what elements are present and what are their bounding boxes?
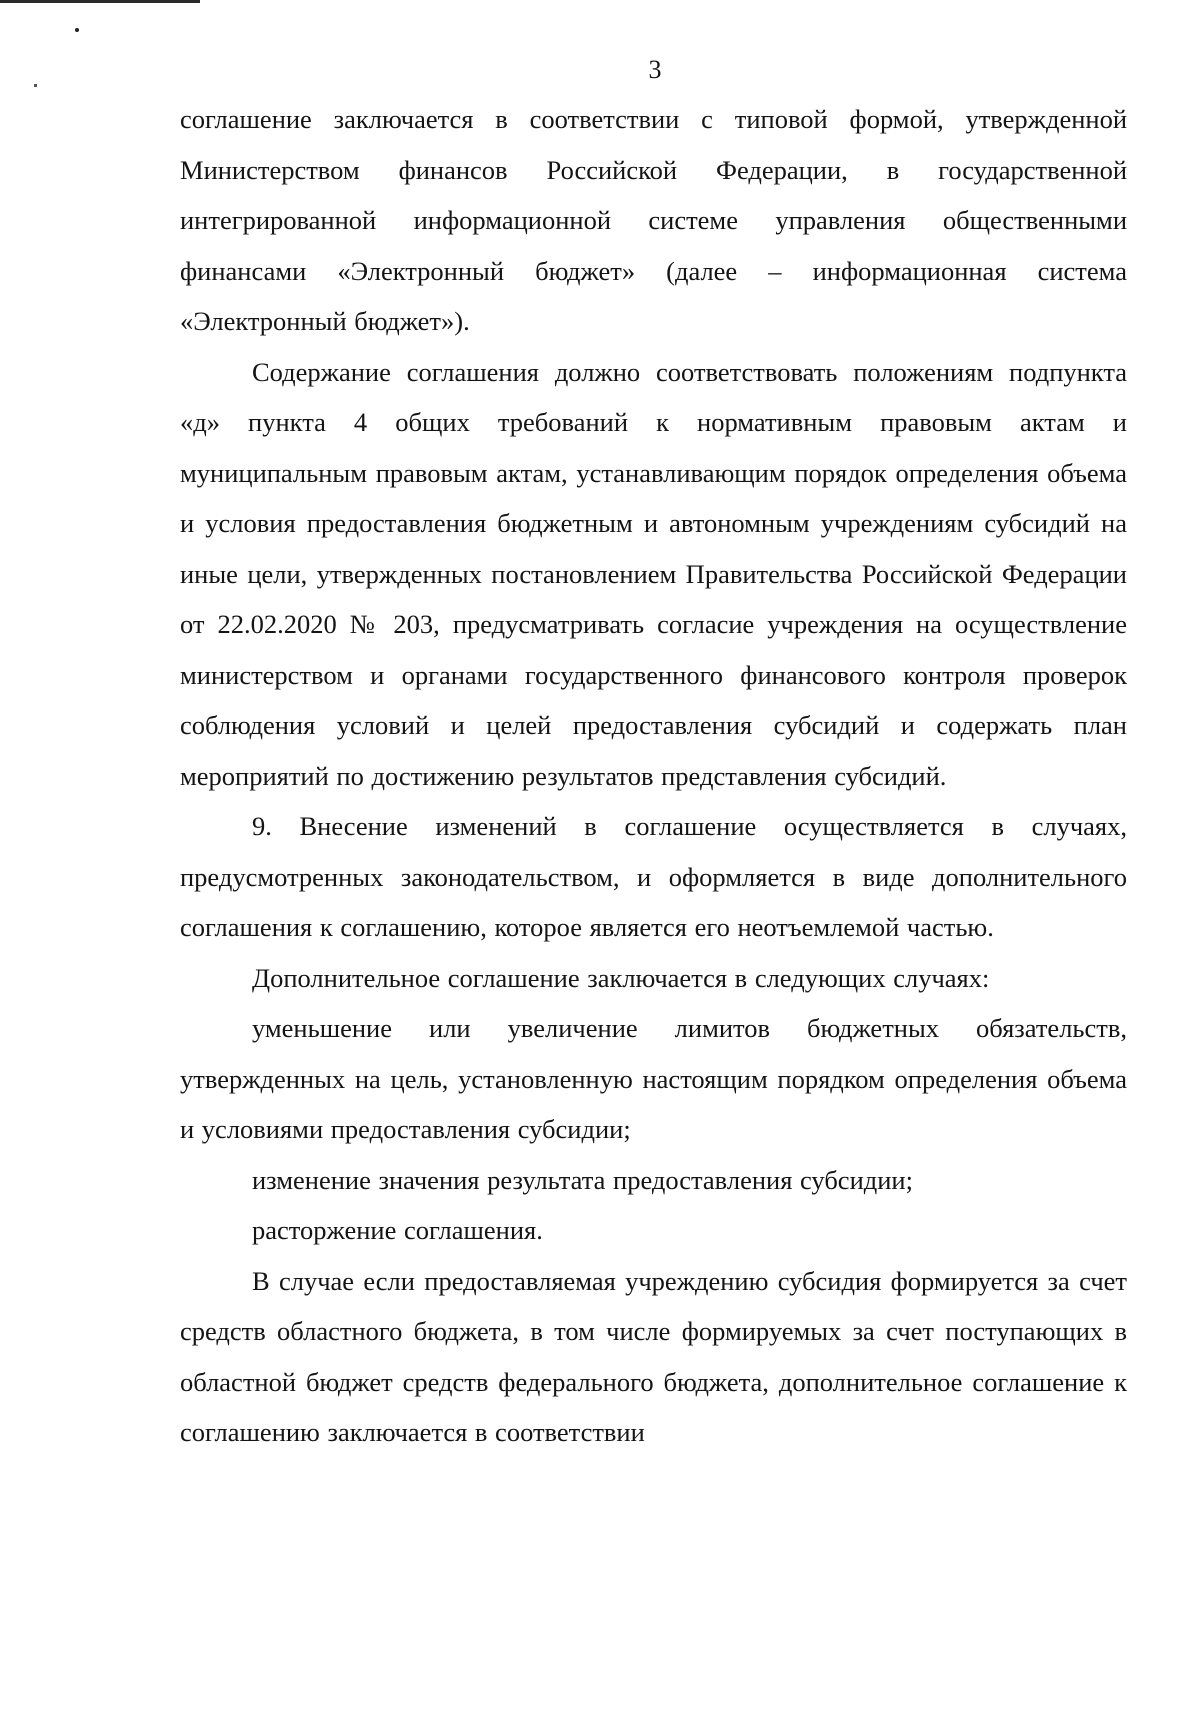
paragraph-6: изменение значения результата предоставления субсидии; — [252, 1164, 913, 1195]
paragraph-3: 9. Внесение изменений в соглашение осуществляется в случаях, предусмотренных законодательством, и оформляется в виде дополнительного соглашения к соглашению, которое является его неотъемлемой частью. — [180, 811, 1127, 942]
paragraph-4: Дополнительное соглашение заключается в следующих случаях: — [252, 962, 990, 993]
document-body — [180, 94, 1127, 1458]
scan-edge-mark — [0, 0, 200, 3]
paragraph-7: расторжение соглашения. — [252, 1215, 543, 1245]
page-number: 3 — [648, 55, 662, 84]
paragraph-5: уменьшение или увеличение лимитов бюджетных обязательств, утвержденных на цель, установленную настоящим порядком определения объема и условиями предоставления субсидии; — [180, 1013, 1127, 1144]
paragraph-8: В случае если предоставляемая учреждению субсидия формируется за счет средств областного бюджета, в том числе формируемых за счет поступающих в областной бюджет средств федерального бюджета, дополнительное соглашение к соглашению заключается в соответствии — [180, 1265, 1127, 1447]
paragraph-1: соглашение заключается в соответствии с типовой формой, утвержденной Министерством финансов Российской Федерации, в государственной интегрированной информационной системе управления общественными финансами «Электронный бюджет» (далее – информационная система «Электронный бюджет»). — [180, 104, 1127, 336]
paragraph-2: Содержание соглашения должно соответствовать положениям подпункта «д» пункта 4 общих требований к нормативным правовым актам и муниципальным правовым актам, устанавливающим порядок определения объема и условия предоставления бюджетным и автономным учреждениям субсидий на иные цели, утвержденных постановлением Правительства Российской Федерации от 22.02.2020 № 203, предусматривать согласие учреждения на осуществление министерством и органами государственного финансового контроля проверок соблюдения условий и целей предоставления субсидий и содержать план мероприятий по достижению результатов представления субсидий. — [180, 356, 1127, 791]
scan-dot-mark — [75, 28, 79, 32]
